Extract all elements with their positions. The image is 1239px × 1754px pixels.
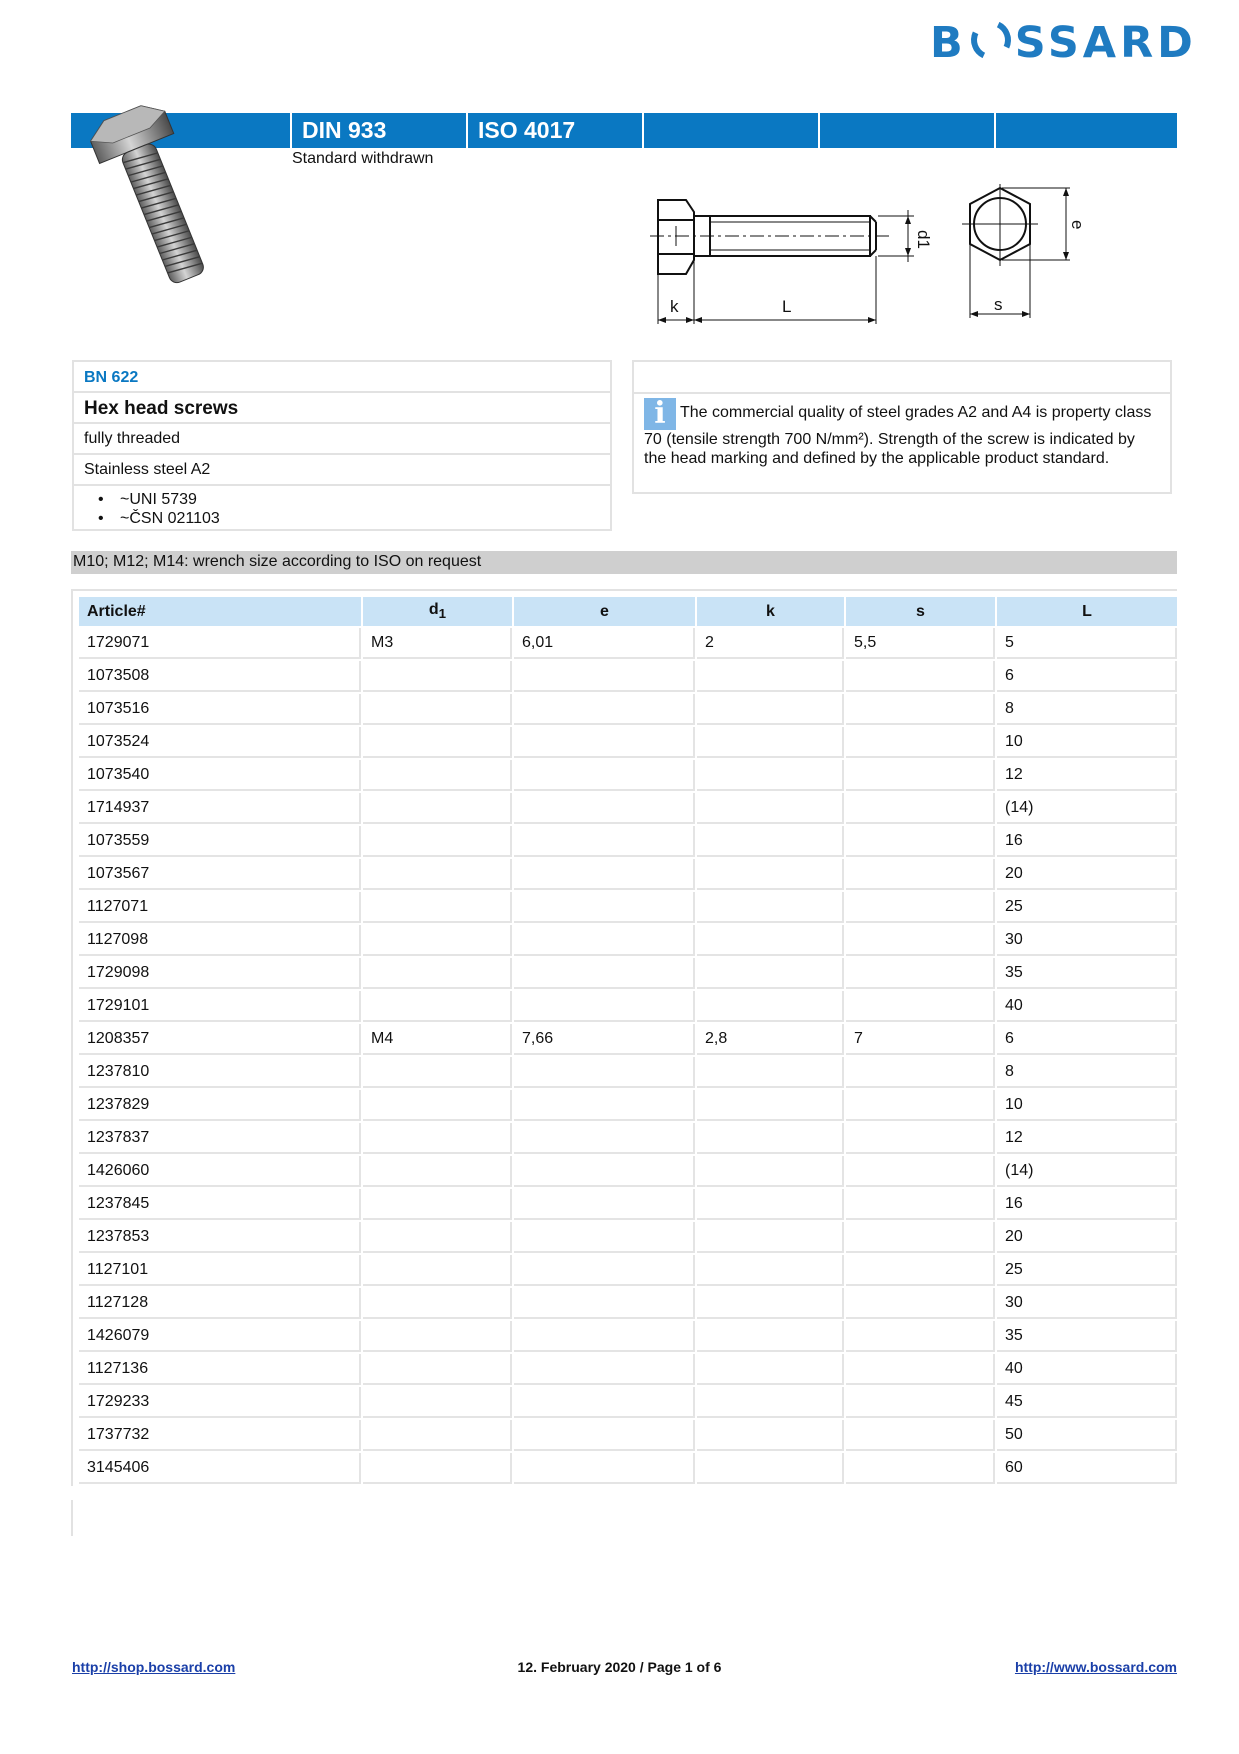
col-header-d1 <box>363 597 512 626</box>
drawing-label-e: e <box>1068 220 1087 230</box>
shop-link[interactable]: http://shop.bossard.com <box>72 1659 236 1675</box>
cell-e <box>514 1387 695 1418</box>
cell-k <box>697 694 844 725</box>
table-row <box>79 793 1177 824</box>
cell-k <box>697 958 844 989</box>
cell-article: 1714937 <box>79 793 361 824</box>
cell-e <box>514 1057 695 1088</box>
col-header-d1-subscript: 1 <box>438 606 447 622</box>
cell-k <box>697 1189 844 1220</box>
drawing-label-k: k <box>670 297 679 316</box>
cell-s <box>846 892 995 923</box>
cell-d1 <box>363 1057 512 1088</box>
table-row <box>79 1156 1177 1187</box>
cell-article: 1729233 <box>79 1387 361 1418</box>
info-icon: i <box>644 398 676 430</box>
cell-L: 25 <box>997 892 1177 923</box>
cell-e <box>514 694 695 725</box>
cell-s <box>846 1321 995 1352</box>
drawing-label-d1: d1 <box>914 230 933 249</box>
standard-withdrawn-note: Standard withdrawn <box>292 150 434 167</box>
cell-k <box>697 1255 844 1286</box>
cell-k <box>697 1321 844 1352</box>
product-title: Hex head screws <box>74 393 610 424</box>
table-header-row <box>79 597 1177 626</box>
cell-k <box>697 1288 844 1319</box>
cell-L: 50 <box>997 1420 1177 1451</box>
table-row <box>79 925 1177 956</box>
cell-k: 2 <box>697 628 844 659</box>
cell-article: 3145406 <box>79 1453 361 1484</box>
cell-k <box>697 1057 844 1088</box>
cell-d1: M4 <box>363 1024 512 1055</box>
cell-s <box>846 760 995 791</box>
cell-article: 1208357 <box>79 1024 361 1055</box>
info-text: The commercial quality of steel grades A2 and A4 is property class 70 (tensile strength 700 N/mm²). Strength of the screw is indicated by the head marking and defined by the applicable product standard. <box>644 404 1152 467</box>
table-row <box>79 1387 1177 1418</box>
cell-d1 <box>363 1156 512 1187</box>
logo-text-end: SSARD <box>1014 18 1197 68</box>
cell-k <box>697 760 844 791</box>
table-row <box>79 1222 1177 1253</box>
cell-k <box>697 1222 844 1253</box>
cell-k <box>697 859 844 890</box>
table-row <box>79 859 1177 890</box>
cell-article: 1729098 <box>79 958 361 989</box>
col-header-d1-letter: d <box>428 601 439 619</box>
cell-L: 5 <box>997 628 1177 659</box>
cell-s <box>846 1222 995 1253</box>
cell-article: 1237853 <box>79 1222 361 1253</box>
table-row <box>79 1255 1177 1286</box>
cell-article: 1426060 <box>79 1156 361 1187</box>
cell-s <box>846 661 995 692</box>
footer-date-page: 12. February 2020 / Page 1 of 6 <box>517 1659 722 1675</box>
cell-s <box>846 991 995 1022</box>
table-row <box>79 1288 1177 1319</box>
table-row <box>79 1321 1177 1352</box>
cell-e <box>514 1189 695 1220</box>
cell-article: 1729071 <box>79 628 361 659</box>
cell-article: 1237829 <box>79 1090 361 1121</box>
cell-k <box>697 1090 844 1121</box>
articles-table <box>77 595 1179 1486</box>
cell-L: 20 <box>997 1222 1177 1253</box>
cell-e <box>514 991 695 1022</box>
alternative-standard-item: • ~UNI 5739 <box>120 490 610 509</box>
cell-article: 1127128 <box>79 1288 361 1319</box>
cell-e <box>514 760 695 791</box>
cell-article: 1073540 <box>79 760 361 791</box>
cell-e <box>514 925 695 956</box>
cell-k <box>697 1123 844 1154</box>
cell-L: 8 <box>997 1057 1177 1088</box>
table-row <box>79 661 1177 692</box>
table-row <box>79 628 1177 659</box>
cell-s <box>846 925 995 956</box>
info-panel-header <box>634 362 1170 394</box>
cell-e <box>514 892 695 923</box>
cell-s <box>846 1090 995 1121</box>
table-row <box>79 892 1177 923</box>
cell-article: 1127098 <box>79 925 361 956</box>
cell-L: 40 <box>997 991 1177 1022</box>
cell-article: 1127101 <box>79 1255 361 1286</box>
alternative-standard-item: • ~ČSN 021103 <box>120 509 610 528</box>
col-header-s: s <box>846 597 995 626</box>
cell-d1 <box>363 1123 512 1154</box>
standard-din: DIN 933 <box>290 113 466 148</box>
cell-k <box>697 925 844 956</box>
screw-photo <box>88 100 238 290</box>
standard-slot-5 <box>994 113 1177 148</box>
logo-ring-icon <box>965 14 1016 65</box>
product-panel <box>72 360 612 531</box>
table-frame-tail <box>71 1500 73 1536</box>
cell-s <box>846 859 995 890</box>
cell-e <box>514 1090 695 1121</box>
cell-article: 1237837 <box>79 1123 361 1154</box>
cell-d1 <box>363 1387 512 1418</box>
cell-e <box>514 1288 695 1319</box>
cell-e <box>514 661 695 692</box>
cell-d1 <box>363 1354 512 1385</box>
bn-number: BN 622 <box>74 362 610 393</box>
table-row <box>79 694 1177 725</box>
cell-L: 35 <box>997 958 1177 989</box>
technical-drawing <box>646 180 1166 335</box>
cell-e <box>514 826 695 857</box>
cell-d1 <box>363 1420 512 1451</box>
cell-d1 <box>363 661 512 692</box>
col-header-k: k <box>697 597 844 626</box>
cell-article: 1237845 <box>79 1189 361 1220</box>
cell-e <box>514 859 695 890</box>
table-row <box>79 760 1177 791</box>
cell-s <box>846 1420 995 1451</box>
cell-s <box>846 1123 995 1154</box>
cell-d1 <box>363 1321 512 1352</box>
cell-s <box>846 727 995 758</box>
cell-k <box>697 1387 844 1418</box>
cell-d1 <box>363 826 512 857</box>
cell-article: 1073508 <box>79 661 361 692</box>
cell-d1 <box>363 892 512 923</box>
info-text-block <box>634 394 1170 468</box>
cell-L: 12 <box>997 1123 1177 1154</box>
cell-k <box>697 1453 844 1484</box>
cell-article: 1237810 <box>79 1057 361 1088</box>
cell-L: 60 <box>997 1453 1177 1484</box>
cell-e <box>514 1420 695 1451</box>
cell-article: 1073524 <box>79 727 361 758</box>
table-row <box>79 727 1177 758</box>
cell-d1 <box>363 1255 512 1286</box>
website-link[interactable]: http://www.bossard.com <box>1014 1659 1177 1675</box>
cell-L: 20 <box>997 859 1177 890</box>
cell-d1 <box>363 991 512 1022</box>
cell-s <box>846 1387 995 1418</box>
standard-slot-4 <box>818 113 994 148</box>
table-row <box>79 991 1177 1022</box>
cell-s <box>846 1189 995 1220</box>
cell-k <box>697 826 844 857</box>
cell-L: 40 <box>997 1354 1177 1385</box>
cell-e <box>514 1222 695 1253</box>
cell-s <box>846 1156 995 1187</box>
cell-L: 10 <box>997 1090 1177 1121</box>
cell-d1 <box>363 760 512 791</box>
cell-L: (14) <box>997 793 1177 824</box>
cell-article: 1426079 <box>79 1321 361 1352</box>
cell-s <box>846 826 995 857</box>
col-header-e: e <box>514 597 695 626</box>
cell-e <box>514 1255 695 1286</box>
table-row <box>79 958 1177 989</box>
table-row <box>79 826 1177 857</box>
table-row <box>79 1354 1177 1385</box>
table-row <box>79 1420 1177 1451</box>
cell-d1 <box>363 1090 512 1121</box>
cell-d1 <box>363 1453 512 1484</box>
cell-e <box>514 1354 695 1385</box>
cell-k <box>697 1156 844 1187</box>
cell-d1: M3 <box>363 628 512 659</box>
cell-L: 16 <box>997 1189 1177 1220</box>
drawing-label-s: s <box>994 295 1003 314</box>
cell-article: 1127136 <box>79 1354 361 1385</box>
info-panel <box>632 360 1172 494</box>
cell-article: 1073559 <box>79 826 361 857</box>
cell-k <box>697 1354 844 1385</box>
cell-L: 45 <box>997 1387 1177 1418</box>
cell-s <box>846 1288 995 1319</box>
table-row <box>79 1453 1177 1484</box>
table-row <box>79 1189 1177 1220</box>
product-material: Stainless steel A2 <box>74 455 610 486</box>
footer-right <box>1015 1659 1177 1675</box>
cell-d1 <box>363 1189 512 1220</box>
cell-s <box>846 694 995 725</box>
bossard-logo <box>930 18 1197 68</box>
cell-L: 16 <box>997 826 1177 857</box>
drawing-label-L: L <box>782 297 792 316</box>
cell-k <box>697 793 844 824</box>
cell-d1 <box>363 958 512 989</box>
cell-e <box>514 793 695 824</box>
col-header-article: Article# <box>79 597 361 626</box>
cell-L: 25 <box>997 1255 1177 1286</box>
cell-e <box>514 1321 695 1352</box>
logo-text-start: B <box>930 18 967 68</box>
cell-k <box>697 892 844 923</box>
alternative-standards <box>74 486 610 528</box>
cell-s: 5,5 <box>846 628 995 659</box>
cell-L: 35 <box>997 1321 1177 1352</box>
cell-L: 6 <box>997 1024 1177 1055</box>
cell-d1 <box>363 793 512 824</box>
cell-s <box>846 1354 995 1385</box>
cell-e <box>514 1453 695 1484</box>
remark-bar: M10; M12; M14: wrench size according to ISO on request <box>71 551 1177 574</box>
cell-article: 1737732 <box>79 1420 361 1451</box>
cell-e <box>514 1123 695 1154</box>
cell-s <box>846 1057 995 1088</box>
cell-L: 30 <box>997 1288 1177 1319</box>
cell-e: 7,66 <box>514 1024 695 1055</box>
cell-k <box>697 661 844 692</box>
cell-e: 6,01 <box>514 628 695 659</box>
cell-e <box>514 1156 695 1187</box>
table-row <box>79 1123 1177 1154</box>
articles-table-frame <box>71 589 1177 1486</box>
col-header-L: L <box>997 597 1177 626</box>
cell-L: 30 <box>997 925 1177 956</box>
cell-e <box>514 727 695 758</box>
cell-d1 <box>363 727 512 758</box>
cell-s <box>846 793 995 824</box>
product-feature: fully threaded <box>74 424 610 455</box>
cell-s: 7 <box>846 1024 995 1055</box>
table-row <box>79 1024 1177 1055</box>
cell-s <box>846 1453 995 1484</box>
cell-k <box>697 727 844 758</box>
cell-L: 8 <box>997 694 1177 725</box>
standard-slot-3 <box>642 113 818 148</box>
cell-d1 <box>363 1288 512 1319</box>
cell-k: 2,8 <box>697 1024 844 1055</box>
cell-e <box>514 958 695 989</box>
cell-s <box>846 1255 995 1286</box>
cell-L: 6 <box>997 661 1177 692</box>
cell-k <box>697 1420 844 1451</box>
cell-L: (14) <box>997 1156 1177 1187</box>
cell-L: 12 <box>997 760 1177 791</box>
cell-d1 <box>363 925 512 956</box>
cell-d1 <box>363 859 512 890</box>
cell-d1 <box>363 1222 512 1253</box>
standard-iso: ISO 4017 <box>466 113 642 148</box>
cell-article: 1127071 <box>79 892 361 923</box>
cell-k <box>697 991 844 1022</box>
cell-s <box>846 958 995 989</box>
cell-L: 10 <box>997 727 1177 758</box>
table-row <box>79 1090 1177 1121</box>
cell-d1 <box>363 694 512 725</box>
cell-article: 1073516 <box>79 694 361 725</box>
table-row <box>79 1057 1177 1088</box>
cell-article: 1073567 <box>79 859 361 890</box>
cell-article: 1729101 <box>79 991 361 1022</box>
